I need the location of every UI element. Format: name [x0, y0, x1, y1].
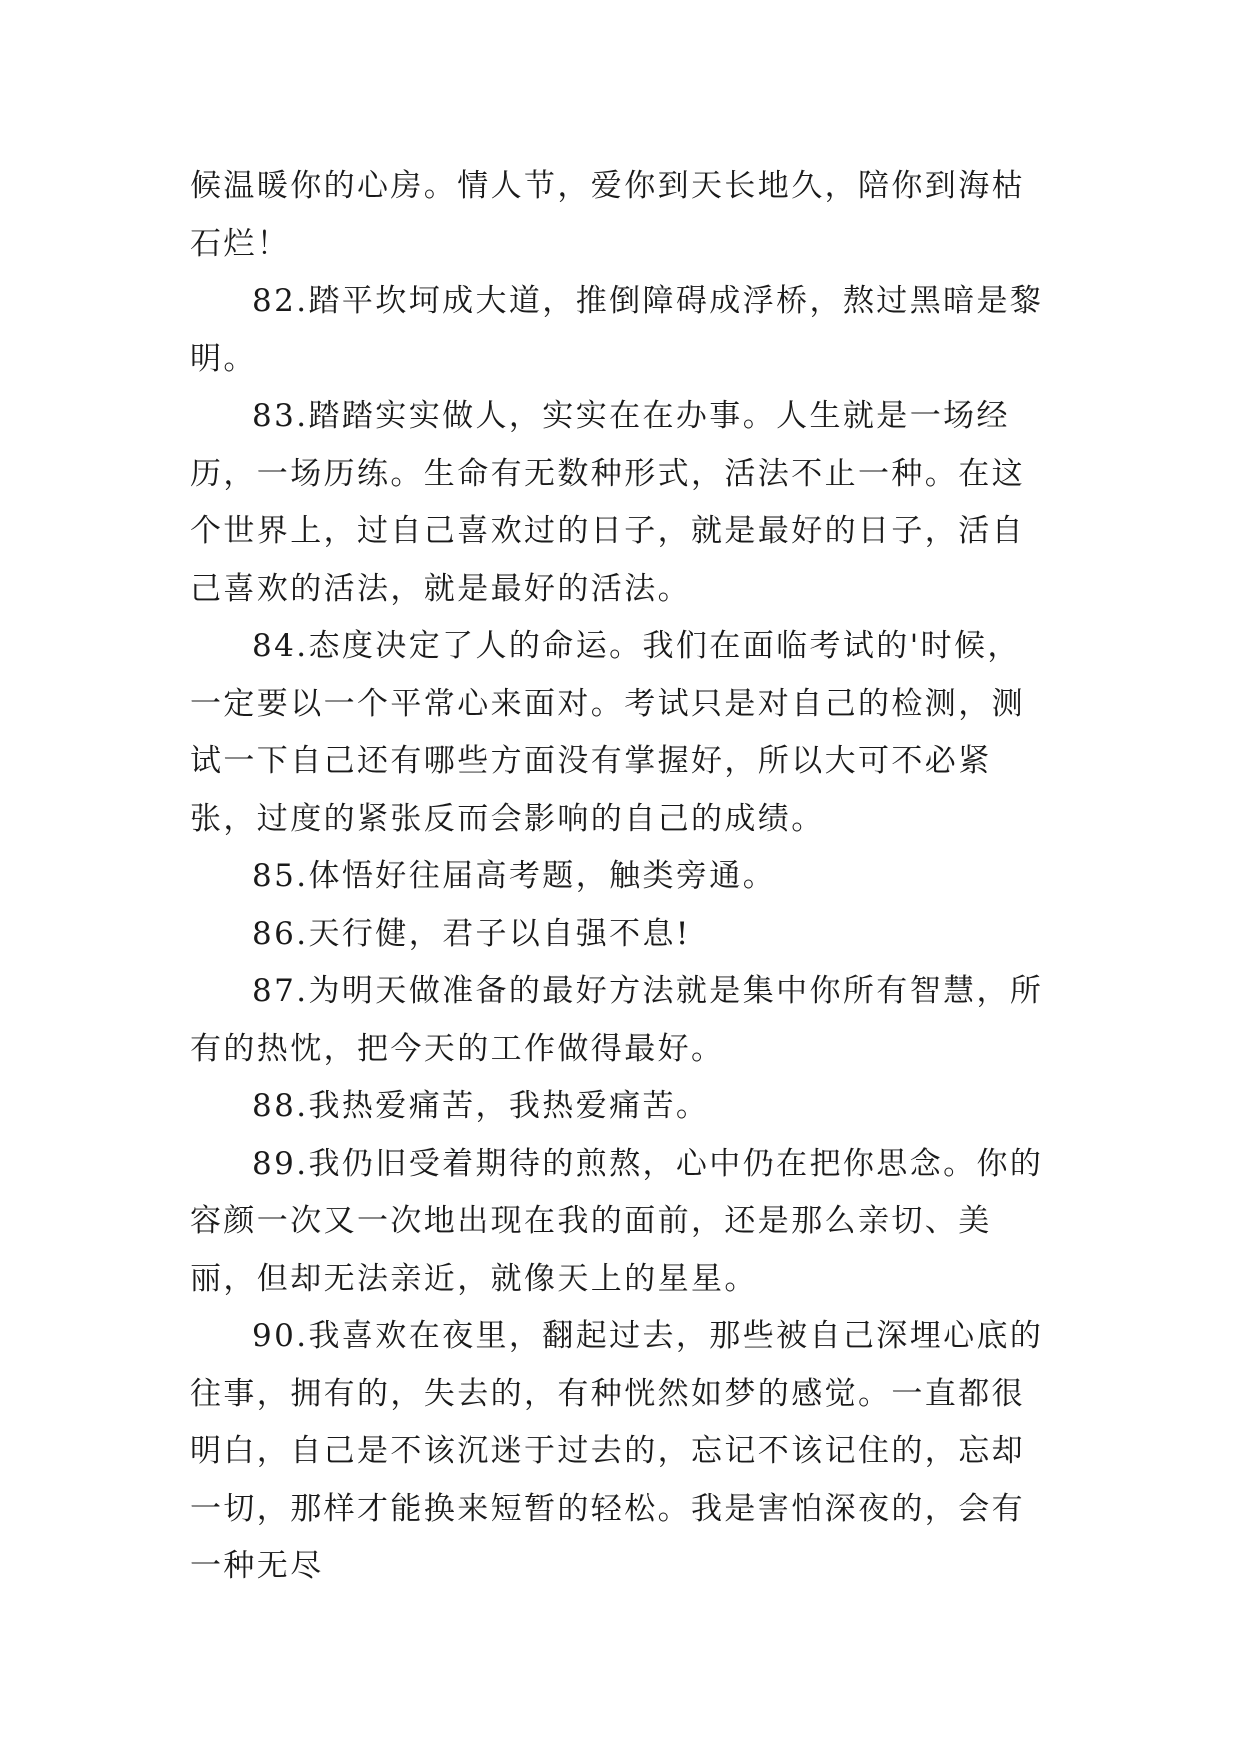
paragraph-item-82: 82.踏平坎坷成大道，推倒障碍成浮桥，熬过黑暗是黎明。	[190, 283, 1044, 377]
paragraph-continuation: 候温暖你的心房。情人节，爱你到天长地久，陪你到海枯石烂！	[190, 168, 1025, 262]
paragraph-item-87: 87.为明天做准备的最好方法就是集中你所有智慧，所有的热忱，把今天的工作做得最好。	[190, 973, 1044, 1067]
paragraph-item-88: 88.我热爱痛苦，我热爱痛苦。	[252, 1088, 710, 1124]
paragraph-item-89: 89.我仍旧受着期待的煎熬，心中仍在把你思念。你的容颜一次又一次地出现在我的面前，还是那么亲切、美丽，但却无法亲近，就像天上的星星。	[190, 1145, 1044, 1297]
paragraph-item-83: 83.踏踏实实做人，实实在在办事。人生就是一场经历，一场历练。生命有无数种形式，活法不止一种。在这个世界上，过自己喜欢过的日子，就是最好的日子，活自己喜欢的活法，就是最好的活法。	[190, 398, 1025, 607]
paragraph-item-84: 84.态度决定了人的命运。我们在面临考试的'时候，一定要以一个平常心来面对。考试只是对自己的检测，测试一下自己还有哪些方面没有掌握好，所以大可不必紧张，过度的紧张反而会影响的自己的成绩。	[190, 628, 1025, 837]
paragraph-item-86: 86.天行健，君子以自强不息!	[252, 915, 691, 952]
document-body	[190, 158, 1052, 1596]
paragraph-item-85: 85.体悟好往届高考题，触类旁通。	[252, 858, 777, 894]
paragraph-item-90: 90.我喜欢在夜里，翻起过去，那些被自己深埋心底的往事，拥有的，失去的，有种恍然如梦的感觉。一直都很明白，自己是不该沉迷于过去的，忘记不该记住的，忘却一切，那样才能换来短暂的轻松。我是害怕深夜的，会有一种无尽	[190, 1318, 1044, 1584]
